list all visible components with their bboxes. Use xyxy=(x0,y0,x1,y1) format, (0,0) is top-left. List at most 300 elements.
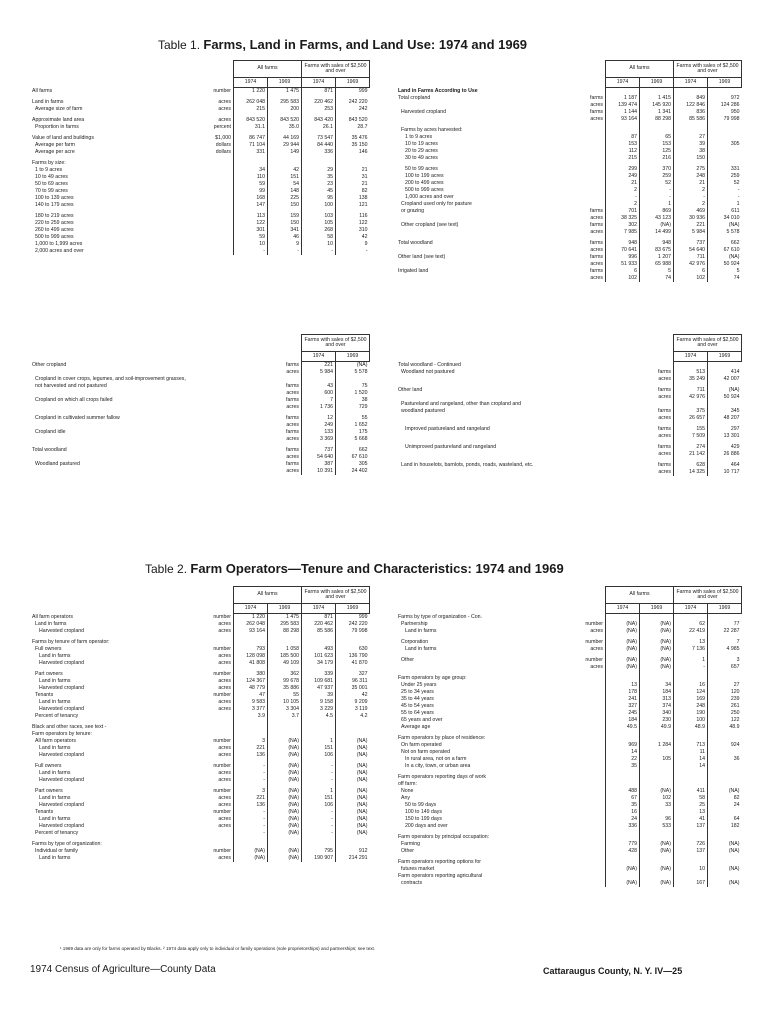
table-cell xyxy=(336,376,370,383)
row-unit xyxy=(206,841,234,848)
table-row xyxy=(396,614,742,622)
table-cell xyxy=(708,749,742,756)
row-unit: number xyxy=(585,639,603,645)
table-cell: 49.5 xyxy=(606,724,640,731)
table1-right xyxy=(396,60,742,282)
table-cell: 1 415 xyxy=(640,95,674,102)
row-label: 30 to 49 acres xyxy=(405,155,438,161)
table-cell: 950 xyxy=(708,109,742,116)
table-cell: 122 xyxy=(234,220,268,227)
table-cell: (NA) xyxy=(268,823,302,830)
row-unit xyxy=(206,188,234,195)
table-row xyxy=(30,160,370,167)
table-cell: 924 xyxy=(708,742,742,749)
table-cell: 972 xyxy=(708,95,742,102)
year-header: 1969 xyxy=(640,604,674,614)
table-cell xyxy=(708,401,742,408)
table-row xyxy=(30,149,370,156)
row-label: Cropland on which all crops failed xyxy=(35,397,113,403)
table-cell: (NA) xyxy=(640,222,674,229)
table-row xyxy=(30,117,370,124)
table-cell: 6 xyxy=(606,268,640,275)
table-row xyxy=(30,383,370,390)
table-cell: 1 220 xyxy=(234,614,268,622)
table-cell xyxy=(640,781,674,788)
row-unit: farms xyxy=(590,95,603,101)
table-cell: 128 098 xyxy=(234,653,268,660)
row-unit xyxy=(578,774,606,781)
table-row xyxy=(396,451,742,458)
row-unit xyxy=(206,724,234,731)
table-cell: 13 xyxy=(606,682,640,689)
row-unit: acres xyxy=(590,275,603,281)
table-cell: 657 xyxy=(708,664,742,671)
table-cell: 2 xyxy=(606,201,640,208)
row-label: 100 to 199 acres xyxy=(405,173,444,179)
row-label: Harvested cropland xyxy=(39,660,84,666)
table-cell: 182 xyxy=(708,823,742,830)
table-cell: 662 xyxy=(708,240,742,247)
row-unit xyxy=(578,194,606,201)
table-cell: 216 xyxy=(640,155,674,162)
table-cell: 30 936 xyxy=(674,215,708,222)
table-cell: 35 xyxy=(606,802,640,809)
table-cell: 31.1 xyxy=(234,124,268,131)
row-label: All farm operators xyxy=(35,738,76,744)
table-cell xyxy=(674,127,708,134)
table-cell: - xyxy=(234,809,268,816)
year-header: 1974 xyxy=(302,352,336,362)
table-cell: 7 xyxy=(708,639,742,646)
table-cell: (NA) xyxy=(268,855,302,862)
row-label: Farm operators reporting options for xyxy=(398,859,482,865)
table-cell: 9 xyxy=(268,241,302,248)
table-cell: 843 520 xyxy=(234,117,268,124)
row-unit xyxy=(578,816,606,823)
table-cell xyxy=(234,841,268,848)
table-cell: - xyxy=(336,248,370,255)
table-cell: 41 870 xyxy=(336,660,370,667)
table-cell xyxy=(606,735,640,742)
year-header: 1974 xyxy=(674,352,708,362)
group-header-sales: Farms with sales of $2,500 and over xyxy=(674,61,742,78)
table-cell: (NA) xyxy=(268,763,302,770)
row-label: In a city, town, or urban area xyxy=(405,763,471,769)
table-cell: 35 476 xyxy=(336,135,370,142)
table-cell xyxy=(606,834,640,841)
row-label: 500 to 999 acres xyxy=(35,234,74,240)
group-header-all: All farms xyxy=(606,61,674,78)
table-row xyxy=(30,660,370,667)
table-cell: 100 xyxy=(674,717,708,724)
table-cell: 836 xyxy=(674,109,708,116)
table-cell: 93 164 xyxy=(606,116,640,123)
group-header-row xyxy=(396,335,742,352)
row-label: Average per farm xyxy=(35,142,75,148)
table-cell: 109 681 xyxy=(302,678,336,685)
year-header: 1969 xyxy=(640,78,674,88)
table-cell: 50 924 xyxy=(708,394,742,401)
table-cell: 428 xyxy=(606,848,640,855)
table-cell: 380 xyxy=(234,671,268,678)
table-cell: 26 657 xyxy=(674,415,708,422)
table-cell: 34 xyxy=(640,682,674,689)
row-unit xyxy=(578,788,606,795)
table-row xyxy=(396,387,742,394)
table-cell: 259 xyxy=(708,173,742,180)
table-cell: 248 xyxy=(674,703,708,710)
row-label xyxy=(396,433,646,440)
table-cell: 106 xyxy=(302,752,336,759)
table-cell: 59 xyxy=(234,234,268,241)
table-cell: 178 xyxy=(606,689,640,696)
table-cell xyxy=(640,614,674,622)
group-header-all: All farms xyxy=(234,587,302,604)
row-unit: acres xyxy=(590,229,603,235)
table-cell: (NA) xyxy=(606,639,640,646)
table-cell: 253 xyxy=(302,106,336,113)
table-cell: 1 341 xyxy=(640,109,674,116)
table-cell: 62 xyxy=(674,621,708,628)
table-cell: - xyxy=(234,763,268,770)
table-row xyxy=(30,369,370,376)
table-cell xyxy=(674,859,708,866)
row-unit: farms xyxy=(590,240,603,246)
table-cell: 47 937 xyxy=(302,685,336,692)
table-row xyxy=(396,834,742,841)
table-cell: 43 123 xyxy=(640,215,674,222)
row-label: Value of land and buildings xyxy=(32,135,94,141)
table-cell: 124 xyxy=(674,689,708,696)
table-cell: 1 284 xyxy=(640,742,674,749)
table-row xyxy=(30,823,370,830)
table-cell: 21 142 xyxy=(674,451,708,458)
table-cell: 86 747 xyxy=(234,135,268,142)
table-cell: 1 xyxy=(674,657,708,664)
table-cell: 75 xyxy=(336,383,370,390)
table-cell: 295 583 xyxy=(268,621,302,628)
table-cell: 155 xyxy=(674,426,708,433)
row-label: woodland pastured xyxy=(401,408,445,414)
row-label: Harvested cropland xyxy=(39,628,84,634)
table-cell xyxy=(640,763,674,770)
table-cell: 6 xyxy=(674,268,708,275)
row-unit: acres xyxy=(218,106,231,112)
table-cell: 843 420 xyxy=(302,117,336,124)
table-cell xyxy=(606,614,640,622)
table-cell: 45 xyxy=(302,188,336,195)
row-unit: farms xyxy=(658,369,671,375)
row-unit: number xyxy=(213,671,231,677)
table-cell: 70 641 xyxy=(606,247,640,254)
table-cell: 729 xyxy=(336,404,370,411)
row-unit xyxy=(578,749,606,756)
table-cell: 14 xyxy=(674,763,708,770)
table-cell: 1 652 xyxy=(336,422,370,429)
table-cell: (NA) xyxy=(640,664,674,671)
row-label: Percent of tenancy xyxy=(35,830,79,836)
table-cell: - xyxy=(640,194,674,201)
row-label xyxy=(396,469,646,476)
row-unit xyxy=(578,880,606,887)
table-cell xyxy=(336,160,370,167)
table-cell: 14 499 xyxy=(640,229,674,236)
row-unit: acres xyxy=(590,215,603,221)
table-cell: 82 xyxy=(708,795,742,802)
row-unit: acres xyxy=(658,394,671,400)
table-row xyxy=(396,408,742,415)
row-unit: farms xyxy=(590,222,603,228)
table-cell: 220 462 xyxy=(302,621,336,628)
row-label: 65 years and over xyxy=(401,717,443,723)
table-cell: 469 xyxy=(674,208,708,215)
row-label: 1 to 9 acres xyxy=(405,134,433,140)
row-unit: acres xyxy=(218,795,231,801)
table-cell: (NA) xyxy=(708,387,742,394)
row-label: Land in farms xyxy=(405,646,437,652)
table-cell xyxy=(302,376,336,383)
row-label: 10 to 49 acres xyxy=(35,174,68,180)
table-row xyxy=(396,462,742,469)
table-cell: 600 xyxy=(302,390,336,397)
row-unit xyxy=(578,696,606,703)
table-cell: - xyxy=(302,763,336,770)
row-label: 45 to 54 years xyxy=(401,703,434,709)
year-header: 1969 xyxy=(708,604,742,614)
row-unit: farms xyxy=(590,254,603,260)
row-label xyxy=(30,468,274,475)
table-cell: 21 xyxy=(674,180,708,187)
table-cell: 21 xyxy=(336,181,370,188)
row-unit: acres xyxy=(286,390,299,396)
table-row xyxy=(30,436,370,443)
table-cell: 1 520 xyxy=(336,390,370,397)
table-cell: (NA) xyxy=(336,816,370,823)
year-header-row xyxy=(396,604,742,614)
table-row xyxy=(396,173,742,180)
table-cell: 5 578 xyxy=(708,229,742,236)
row-label: futures market xyxy=(401,866,435,872)
table-cell: 7 xyxy=(302,397,336,404)
row-label xyxy=(30,422,274,429)
table-row xyxy=(30,461,370,468)
table-cell: - xyxy=(302,830,336,837)
table-cell: (NA) xyxy=(234,848,268,855)
table-cell: 42 xyxy=(336,692,370,699)
table-cell: 1 xyxy=(708,201,742,208)
table-cell xyxy=(268,724,302,731)
table-cell: (NA) xyxy=(336,777,370,784)
row-unit: farms xyxy=(286,397,299,403)
row-unit xyxy=(206,174,234,181)
table-cell: 310 xyxy=(336,227,370,234)
row-label: Cropland in cover crops, legumes, and soil-improvement grasses, xyxy=(35,376,186,382)
row-label: 50 to 99 days xyxy=(405,802,437,808)
table-cell: 1 475 xyxy=(268,88,302,96)
row-unit: acres xyxy=(658,433,671,439)
table-cell: 737 xyxy=(302,447,336,454)
table-cell: (NA) xyxy=(708,848,742,855)
row-label: Harvested cropland xyxy=(39,777,84,783)
group-header-row xyxy=(396,587,742,604)
table-cell: 24 xyxy=(606,816,640,823)
table-cell: 336 xyxy=(302,149,336,156)
table-row xyxy=(30,692,370,699)
table-cell xyxy=(674,362,708,370)
row-label: Farm operators by principal occupation: xyxy=(398,834,490,840)
table-cell: (NA) xyxy=(268,788,302,795)
table-row xyxy=(30,738,370,745)
table-cell xyxy=(708,88,742,96)
table-cell: 513 xyxy=(674,369,708,376)
table-cell: 83 675 xyxy=(640,247,674,254)
table-cell: 96 xyxy=(640,816,674,823)
table-cell: 38 xyxy=(674,148,708,155)
table-row xyxy=(30,167,370,174)
row-unit: farms xyxy=(286,461,299,467)
table-cell xyxy=(674,774,708,781)
row-label: Cropland idle xyxy=(35,429,66,435)
row-unit xyxy=(646,401,674,408)
table-cell: 795 xyxy=(302,848,336,855)
table-cell: (NA) xyxy=(606,664,640,671)
table-cell: 22 287 xyxy=(708,628,742,635)
table-row xyxy=(396,275,742,282)
row-unit: acres xyxy=(218,855,231,861)
table-cell: 5 984 xyxy=(302,369,336,376)
table-cell: 4.5 xyxy=(302,713,336,720)
table-cell: 779 xyxy=(606,841,640,848)
group-header-all: All farms xyxy=(606,587,674,604)
row-label xyxy=(30,369,274,376)
table-cell: 24 xyxy=(708,802,742,809)
row-unit: dollars xyxy=(215,142,231,148)
table-cell xyxy=(336,639,370,646)
table-row xyxy=(30,628,370,635)
table-cell: 5 668 xyxy=(336,436,370,443)
table-cell: 713 xyxy=(674,742,708,749)
table-row xyxy=(30,188,370,195)
row-label: Total woodland xyxy=(32,447,67,453)
table-cell: 10 xyxy=(234,241,268,248)
table-cell: 112 xyxy=(606,148,640,155)
row-label: On farm operated xyxy=(401,742,442,748)
table-row xyxy=(30,468,370,475)
table-row xyxy=(30,685,370,692)
row-label: Land in farms xyxy=(35,621,67,627)
row-unit: dollars xyxy=(215,149,231,155)
table-cell xyxy=(674,781,708,788)
row-label: Land in houselots, barnlots, ponds, roads, wasteland, etc. xyxy=(401,462,534,468)
table-cell: 169 xyxy=(674,696,708,703)
group-header-row xyxy=(30,587,370,604)
table-cell: 150 xyxy=(268,202,302,209)
table-cell: 54 xyxy=(268,181,302,188)
table-row xyxy=(30,724,370,731)
year-header: 1969 xyxy=(708,352,742,362)
row-label: Improved pastureland and rangeland xyxy=(405,426,490,432)
table-cell: 120 xyxy=(708,689,742,696)
row-label: Pastureland and rangeland, other than cropland and xyxy=(401,401,521,407)
table-cell: 71 104 xyxy=(234,142,268,149)
table-cell: - xyxy=(302,770,336,777)
table-row xyxy=(30,135,370,142)
row-label: Other cropland (see text) xyxy=(401,222,459,228)
table-row xyxy=(396,774,742,781)
row-unit xyxy=(206,167,234,174)
table-cell: - xyxy=(234,248,268,255)
table-cell: 185 500 xyxy=(268,653,302,660)
table-cell: 121 xyxy=(336,202,370,209)
table-cell: - xyxy=(302,809,336,816)
row-unit xyxy=(578,180,606,187)
row-label: 200 days and over xyxy=(405,823,448,829)
table-cell: 102 xyxy=(674,275,708,282)
table-cell: 345 xyxy=(708,408,742,415)
table-cell: (NA) xyxy=(640,848,674,855)
table-cell xyxy=(640,774,674,781)
row-unit xyxy=(206,234,234,241)
table-cell: 48 779 xyxy=(234,685,268,692)
table-row xyxy=(30,653,370,660)
row-label: 20 to 29 acres xyxy=(405,148,438,154)
row-label: Average per acre xyxy=(35,149,75,155)
table-row xyxy=(30,241,370,248)
table-cell: (NA) xyxy=(336,809,370,816)
table-row xyxy=(396,781,742,788)
table-cell xyxy=(268,731,302,738)
table-cell: 869 xyxy=(640,208,674,215)
table-cell: (NA) xyxy=(336,795,370,802)
table-cell: 375 xyxy=(674,408,708,415)
table-cell xyxy=(708,834,742,841)
table-row xyxy=(396,229,742,236)
table-cell: 221 xyxy=(234,795,268,802)
table-cell xyxy=(674,873,708,880)
table-row xyxy=(396,873,742,880)
table-cell: 122 xyxy=(336,220,370,227)
table-cell: 55 xyxy=(268,692,302,699)
row-unit: acres xyxy=(218,823,231,829)
row-label: 260 to 499 acres xyxy=(35,227,74,233)
row-label: Total woodland - Continued xyxy=(398,361,461,368)
table-cell xyxy=(640,88,674,96)
table-cell: 241 xyxy=(606,696,640,703)
row-label: Any xyxy=(401,795,410,801)
row-unit: acres xyxy=(218,777,231,783)
year-header: 1969 xyxy=(336,604,370,614)
table-cell xyxy=(708,859,742,866)
row-label: Woodland not pastured xyxy=(401,369,455,375)
table-row xyxy=(396,763,742,770)
table-cell: 14 325 xyxy=(674,469,708,476)
table-cell: 339 xyxy=(302,671,336,678)
row-unit xyxy=(578,781,606,788)
table-row xyxy=(30,124,370,131)
row-unit: farms xyxy=(286,361,299,368)
table-cell: (NA) xyxy=(336,830,370,837)
table-cell: 31 xyxy=(336,174,370,181)
row-unit: acres xyxy=(218,816,231,822)
table-cell: 843 520 xyxy=(268,117,302,124)
table-row xyxy=(396,756,742,763)
table-cell: (NA) xyxy=(268,830,302,837)
row-unit xyxy=(578,614,606,622)
table-cell: 16 xyxy=(606,809,640,816)
row-label: 10 to 19 acres xyxy=(405,141,438,147)
row-unit xyxy=(578,717,606,724)
table-cell xyxy=(336,724,370,731)
